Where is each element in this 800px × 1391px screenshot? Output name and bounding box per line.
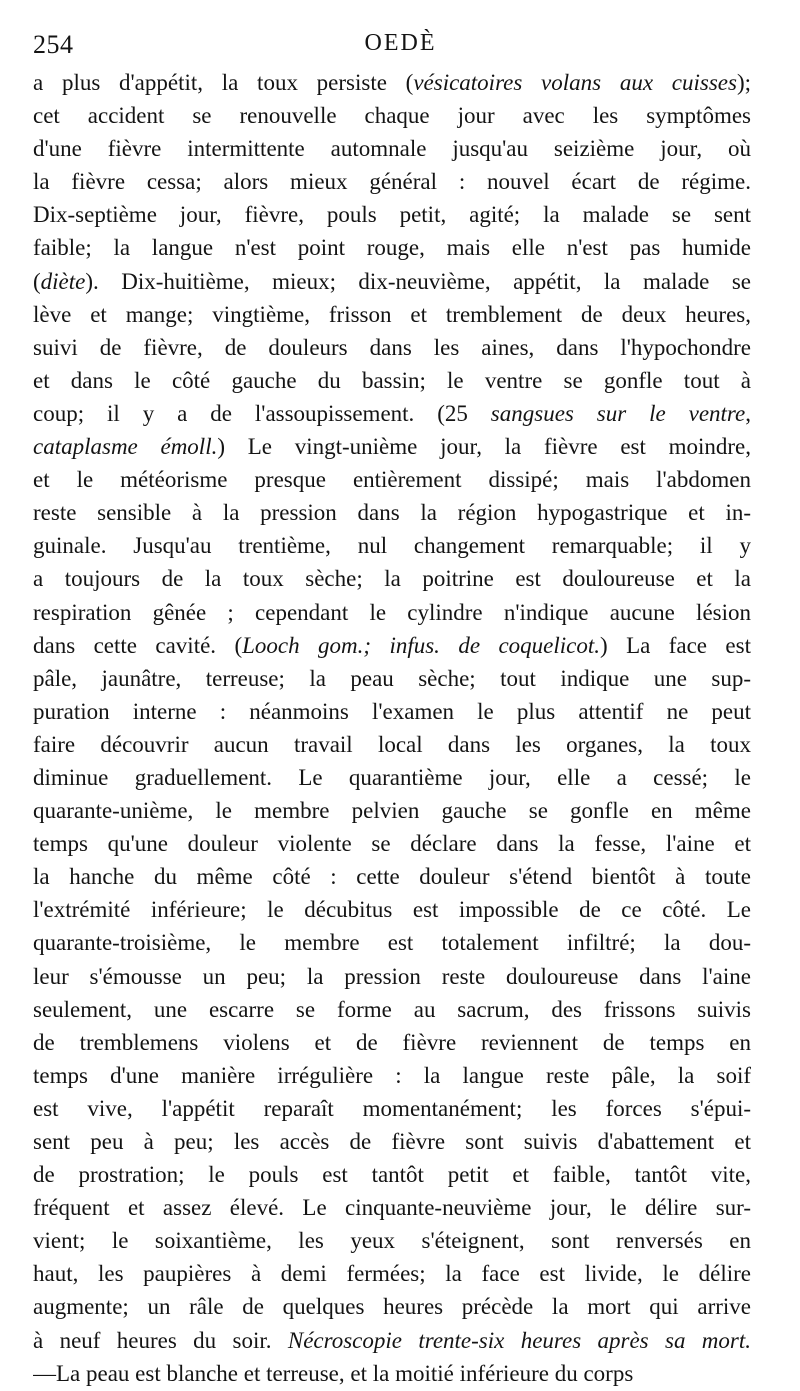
text-line	[33, 331, 751, 364]
text-segment: cet accident se renouvelle chaque jour avec les symptômes	[33, 103, 751, 129]
text-line	[33, 960, 751, 993]
text-line	[33, 165, 751, 198]
text-segment: de prostration; le pouls est tantôt petit et faible, tantôt vite,	[33, 1162, 751, 1188]
text-line	[33, 728, 751, 761]
text-segment: et dans le côté gauche du bassin; le ventre se gonfle tout à	[33, 367, 751, 393]
body-text	[33, 66, 751, 1390]
running-head: OEDÈ	[364, 30, 437, 56]
text-segment: a plus d'appétit, la toux persiste (	[33, 70, 414, 95]
text-line	[33, 993, 751, 1026]
text-segment: guinale. Jusqu'au trentième, nul changement remarquable; il y	[33, 533, 751, 559]
italic-text: cataplasme émoll.	[33, 434, 218, 460]
text-segment: faible; la langue n'est point rouge, mais elle n'est pas humide	[33, 235, 751, 261]
text-segment: quarante-unième, le membre pelvien gauche se gonfle en même	[33, 798, 751, 824]
text-line	[33, 364, 751, 397]
text-line	[33, 893, 751, 926]
text-segment: dans cette cavité. (	[33, 632, 243, 658]
text-segment: fréquent et assez élevé. Le cinquante-neuvième jour, le délire sur-	[33, 1195, 751, 1221]
text-line	[33, 1158, 751, 1191]
text-segment: —La peau est blanche et terreuse, et la moitié inférieure du corps	[33, 1360, 634, 1386]
text-segment: reste sensible à la pression dans la région hypogastrique et in-	[33, 500, 751, 526]
text-segment: pâle, jaunâtre, terreuse; la peau sèche; tout indique une sup-	[33, 665, 751, 691]
text-segment: lève et mange; vingtième, frisson et tremblement de deux heures,	[33, 301, 751, 327]
text-line	[33, 695, 751, 728]
text-segment: d'une fièvre intermittente automnale jusqu'au seizième jour, où	[33, 136, 751, 162]
text-line	[33, 66, 751, 99]
text-line	[33, 629, 751, 662]
text-segment: a toujours de la toux sèche; la poitrine est douloureuse et la	[33, 566, 751, 592]
italic-text: Looch gom.; infus. de coquelicot.	[242, 632, 600, 658]
text-line	[33, 397, 751, 430]
text-segment: la hanche du même côté : cette douleur s'étend bientôt à toute	[33, 864, 751, 890]
text-line	[33, 662, 751, 695]
text-segment: suivi de fièvre, de douleurs dans les aines, dans l'hypochondre	[33, 334, 751, 360]
text-line	[33, 761, 751, 794]
text-segment: l'extrémité inférieure; le décubitus est impossible de ce côté. Le	[33, 897, 751, 923]
text-line	[33, 1324, 751, 1357]
text-line	[33, 1092, 751, 1125]
text-segment: est vive, l'appétit reparaît momentanément; les forces s'épui-	[33, 1095, 751, 1121]
text-line	[33, 529, 751, 562]
text-segment: (	[33, 268, 41, 294]
text-segment: diminue graduellement. Le quarantième jour, elle a cessé; le	[33, 764, 751, 790]
text-line	[33, 1191, 751, 1224]
text-segment: ) La face est	[600, 632, 751, 658]
text-line	[33, 1290, 751, 1323]
text-segment: vient; le soixantième, les yeux s'éteignent, sont renversés en	[33, 1228, 751, 1254]
text-line	[33, 496, 751, 529]
italic-text: sangsues sur le ventre	[490, 400, 746, 426]
text-line	[33, 430, 751, 463]
text-line	[33, 926, 751, 959]
text-segment: leur s'émousse un peu; la pression reste douloureuse dans l'aine	[33, 963, 751, 989]
italic-text: diète	[40, 268, 86, 294]
text-segment: à neuf heures du soir.	[33, 1327, 288, 1353]
page-number: 254	[33, 30, 74, 59]
text-line	[33, 596, 751, 629]
text-line	[33, 562, 751, 595]
text-segment: faire découvrir aucun travail local dans les organes, la toux	[33, 731, 751, 757]
text-line	[33, 198, 751, 231]
text-segment: ,	[745, 400, 751, 426]
text-line	[33, 265, 751, 298]
text-segment: seulement, une escarre se forme au sacrum, des frissons suivis	[33, 996, 751, 1022]
text-segment: respiration gênée ; cependant le cylindre n'indique aucune lésion	[33, 599, 751, 625]
text-line	[33, 231, 751, 264]
text-line	[33, 1257, 751, 1290]
text-segment: sent peu à peu; les accès de fièvre sont suivis d'abattement et	[33, 1129, 751, 1154]
text-segment: ). Dix-huitième, mieux; dix-neuvième, appétit, la malade se	[85, 268, 751, 294]
text-segment: puration interne : néanmoins l'examen le plus attentif ne peut	[33, 698, 751, 724]
italic-text: Nécroscopie trente-six heures après sa mort.	[287, 1327, 751, 1353]
text-line	[33, 1026, 751, 1059]
text-segment: coup; il y a de l'assoupissement. (25	[33, 400, 491, 426]
text-line	[33, 463, 751, 496]
text-segment: ) Le vingt-unième jour, la fièvre est moindre,	[217, 434, 751, 460]
text-segment: );	[736, 70, 751, 95]
text-line	[33, 1357, 751, 1390]
text-line	[33, 860, 751, 893]
text-segment: augmente; un râle de quelques heures précède la mort qui arrive	[33, 1294, 751, 1320]
italic-text: vésicatoires volans aux cuisses	[413, 70, 737, 95]
text-segment: temps d'une manière irrégulière : la langue reste pâle, la soif	[33, 1062, 751, 1088]
text-line	[33, 132, 751, 165]
text-segment: quarante-troisième, le membre est totalement infiltré; la dou-	[33, 930, 751, 956]
text-segment: Dix-septième jour, fièvre, pouls petit, agité; la malade se sent	[33, 202, 751, 228]
text-line	[33, 1059, 751, 1092]
text-line	[33, 827, 751, 860]
text-segment: temps qu'une douleur violente se déclare dans la fesse, l'aine et	[33, 831, 751, 857]
text-segment: haut, les paupières à demi fermées; la face est livide, le délire	[33, 1261, 751, 1287]
text-segment: la fièvre cessa; alors mieux général : nouvel écart de régime.	[33, 169, 751, 195]
text-line	[33, 1224, 751, 1257]
page-header	[33, 30, 768, 64]
text-line	[33, 794, 751, 827]
text-line	[33, 298, 751, 331]
text-line	[33, 1125, 751, 1158]
text-line	[33, 99, 751, 132]
text-segment: et le météorisme presque entièrement dissipé; mais l'abdomen	[33, 467, 751, 493]
text-segment: de tremblemens violens et de fièvre reviennent de temps en	[33, 1029, 751, 1055]
